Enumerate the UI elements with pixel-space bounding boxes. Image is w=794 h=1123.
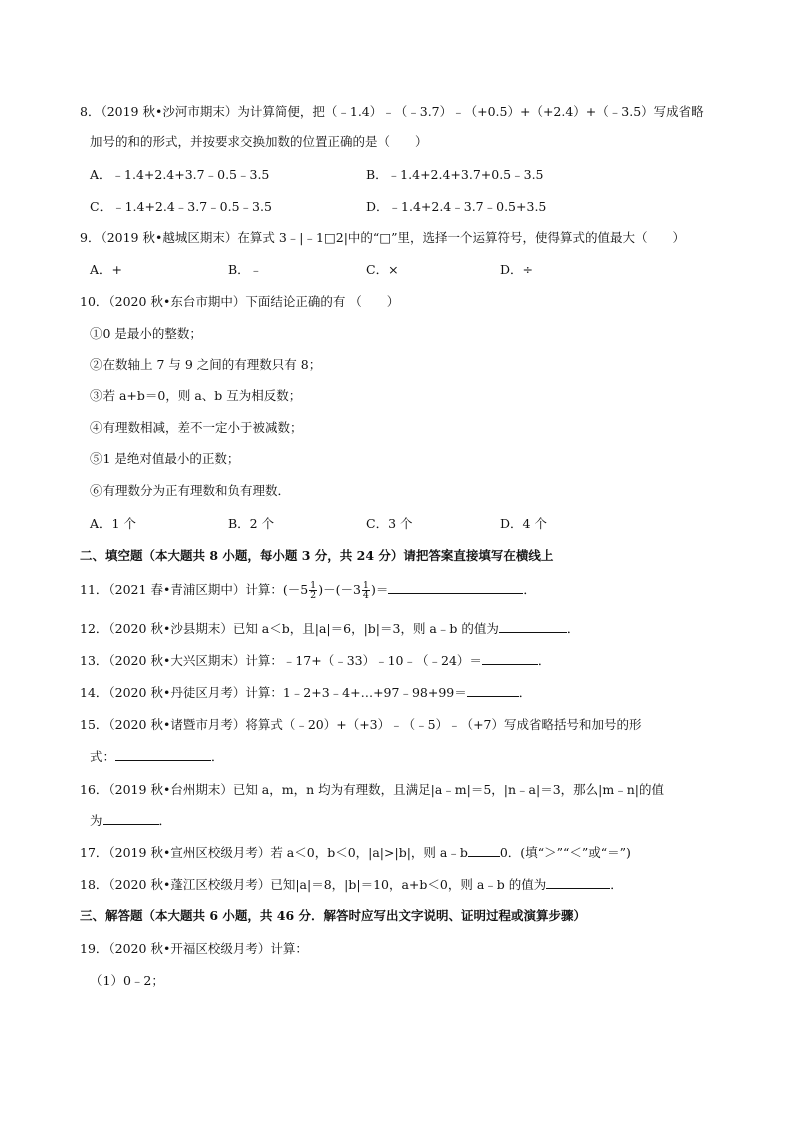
q18-end: ． [610,877,623,892]
q12-stem [80,620,579,638]
q19-sub-1: （1）0﹣2； [90,973,164,988]
q10-item: ②在数轴上 7 与 9 之间的有理数只有 8； [90,357,322,372]
q11-frac2-denominator: 4 [362,590,369,601]
q18-text: 18．（2020 秋•蓬江区校级月考）已知|a|＝8，|b|＝10，a+b＜0，则 a﹣b 的值为 [80,877,547,892]
q8-stem-line2: 加号的和的形式，并按要求交换加数的位置正确的是（ ） [90,134,428,149]
q11-answer-blank[interactable] [388,581,523,594]
q18-stem [80,876,623,894]
q13-text: 13．（2020 秋•大兴区期末）计算：﹣17+（﹣33）﹣10﹣（﹣24）＝ [80,653,482,668]
q10-item: ④有理数相减，差不一定小于被减数； [90,420,303,435]
q13-end: ． [537,653,551,668]
q9-stem: 9．（2019 秋•越城区期末）在算式 3﹣|﹣1□2|中的“□”里，选择一个运算符号，使得算式的值最大（ ） [80,230,686,245]
q11-frac1-numerator: 1 [310,580,317,591]
q16-line2-text: 为 [90,813,103,828]
q14-text: 14．（2020 秋•丹徒区月考）计算：1﹣2+3﹣4+…+97﹣98+99＝ [80,685,467,700]
q8-option-a: A．﹣1.4+2.4+3.7﹣0.5﹣3.5 [90,167,270,182]
q14-end: ． [518,685,532,700]
section-heading-solutions: 三、解答题（本大题共 6 小题，共 46 分．解答时应写出文字说明、证明过程或演算步骤） [80,908,587,923]
q9-option-a: A．+ [90,262,123,277]
q15-line2-text: 式： [90,749,116,764]
q11-fraction-2 [362,581,370,600]
q11-end: ． [523,582,536,597]
q9-option-b: B．﹣ [228,262,263,277]
q10-option-c: C．3 个 [366,516,413,531]
q14-stem [80,684,531,702]
q15-end: ． [211,749,224,764]
q11-fraction-1 [309,581,317,600]
q13-answer-blank[interactable] [482,652,538,665]
q11-prefix: 11．（2021 春•青浦区期中）计算：(－5 [80,582,309,597]
q17-text: 17．（2019 秋•宣州区校级月考）若 a＜0，b＜0，|a|>|b|，则 a﹣b [80,845,468,860]
q9-option-c: C．× [366,262,399,277]
q11-mid: )－(－3 [318,582,361,597]
q8-option-c: C．﹣1.4+2.4﹣3.7﹣0.5﹣3.5 [90,199,272,214]
q15-stem-line1: 15．（2020 秋•诸暨市月考）将算式（﹣20）+（+3）﹣（﹣5）﹣（+7）写成省略括号和加号的形 [80,717,642,732]
q9-option-d: D．÷ [500,262,533,277]
q15-answer-blank[interactable] [115,748,211,761]
q11-stem [80,581,536,600]
q17-end: 0．(填“＞”“＜”或“＝”) [499,845,631,860]
q16-stem-line2 [90,812,171,830]
q17-stem [80,844,631,862]
q18-answer-blank[interactable] [546,876,610,889]
q11-frac2-numerator: 1 [362,580,369,591]
q13-stem [80,652,550,670]
q11-suffix: )＝ [370,582,389,597]
q10-item: ①0 是最小的整数； [90,326,202,341]
q8-option-d: D．﹣1.4+2.4﹣3.7﹣0.5+3.5 [366,199,547,214]
q11-frac1-denominator: 2 [310,590,317,601]
q8-stem-line1: 8．（2019 秋•沙河市期末）为计算简便，把（﹣1.4）﹣（﹣3.7）﹣（+0.5）+（+2.4）+（﹣3.5）写成省略 [80,104,704,119]
q16-stem-line1: 16．（2019 秋•台州期末）已知 a，m，n 均为有理数，且满足|a﹣m|＝5，|n﹣a|＝3，那么|m﹣n|的值 [80,782,665,797]
q12-end: ． [566,621,580,636]
q16-end: ． [158,813,172,828]
q16-answer-blank[interactable] [103,812,159,825]
section-heading-fill-in: 二、填空题（本大题共 8 小题，每小题 3 分，共 24 分）请把答案直接填写在横线上 [80,548,554,563]
q10-option-b: B．2 个 [228,516,275,531]
q10-item: ③若 a+b＝0，则 a、b 互为相反数； [90,388,302,403]
q17-answer-blank[interactable] [468,844,500,857]
q12-answer-blank[interactable] [499,620,567,633]
q15-stem-line2 [90,748,224,766]
q8-option-b: B．﹣1.4+2.4+3.7+0.5﹣3.5 [366,167,544,182]
q10-stem: 10．（2020 秋•东台市期中）下面结论正确的有 （ ） [80,294,400,309]
q10-item: ⑤1 是绝对值最小的正数； [90,451,240,466]
q10-option-a: A．1 个 [90,516,136,531]
q19-stem: 19．（2020 秋•开福区校级月考）计算： [80,941,308,956]
q14-answer-blank[interactable] [467,684,519,697]
q10-option-d: D．4 个 [500,516,547,531]
q10-item: ⑥有理数分为正有理数和负有理数． [90,483,291,498]
q12-text: 12．（2020 秋•沙县期末）已知 a＜b，且|a|＝6，|b|＝3，则 a﹣b 的值为 [80,621,499,636]
